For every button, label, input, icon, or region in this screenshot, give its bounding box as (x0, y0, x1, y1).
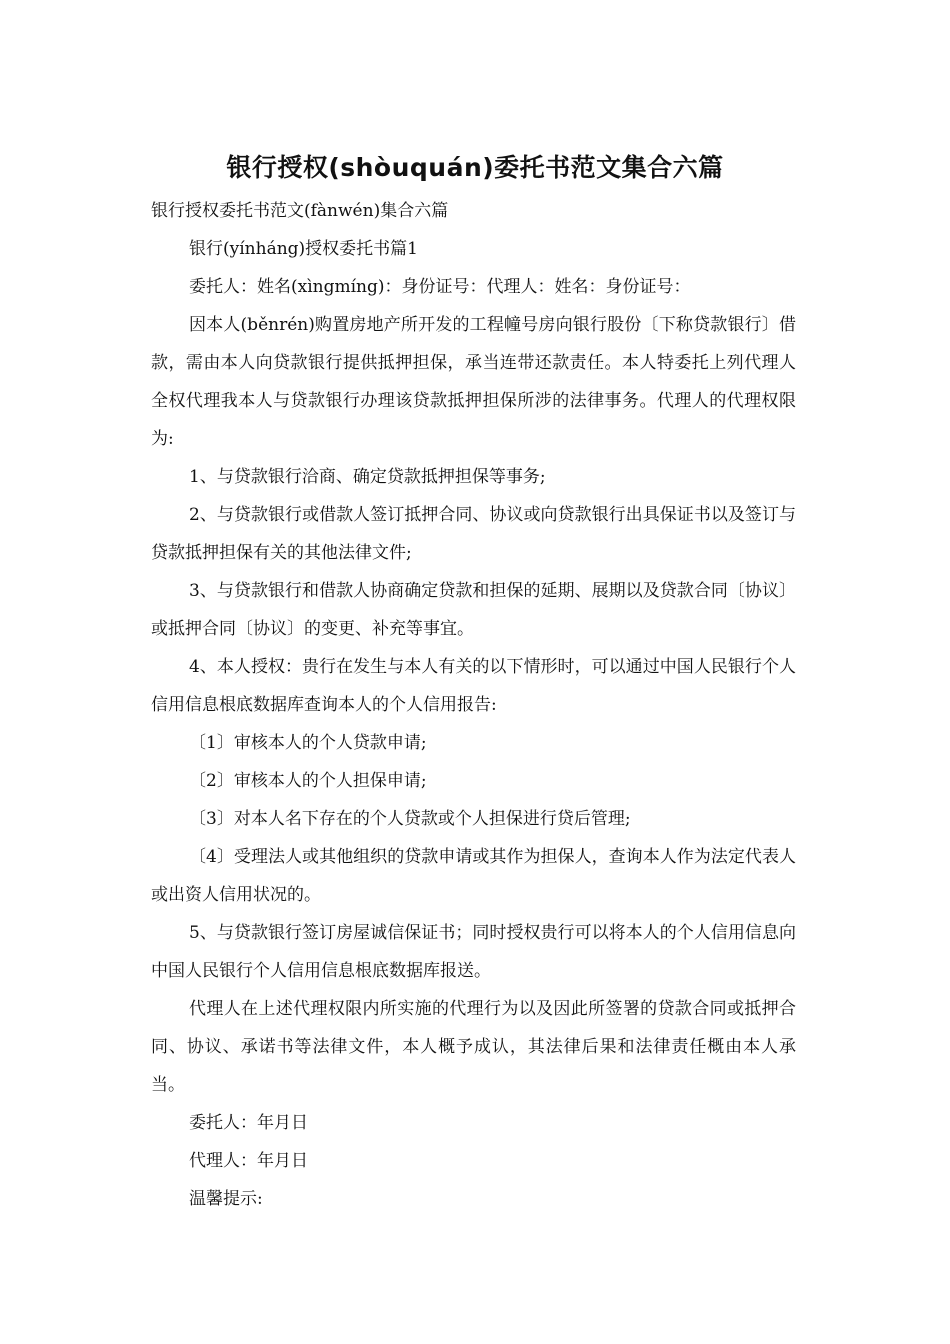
document-title: 银行授权(shòuquán)委托书范文集合六篇 (226, 153, 724, 182)
list-item: 5、与贷款银行签订房屋诚信保证书；同时授权贵行可以将本人的个人信用信息向中国人民银行个人信用信息根底数据库报送。 (151, 923, 796, 981)
sub-list-item: 〔4〕受理法人或其他组织的贷款申请或其作为担保人，查询本人作为法定代表人或出资人信用状况的。 (151, 847, 796, 905)
document-body (151, 192, 796, 1218)
note-heading: 温馨提示: (189, 1189, 263, 1209)
signature-line: 委托人：年月日 (189, 1113, 308, 1133)
principal-agent-line: 委托人：姓名(xìngmíng)：身份证号：代理人：姓名：身份证号： (189, 277, 691, 297)
body-paragraph: 因本人(běnrén)购置房地产所开发的工程幢号房向银行股份〔下称贷款银行〕借款，需由本人向贷款银行提供抵押担保，承当连带还款责任。本人特委托上列代理人全权代理我本人与贷款银行办理该贷款抵押担保所涉的法律事务。代理人的代理权限为: (151, 315, 796, 449)
list-item: 2、与贷款银行或借款人签订抵押合同、协议或向贷款银行出具保证书以及签订与贷款抵押担保有关的其他法律文件; (151, 505, 796, 563)
sub-list-item: 〔1〕审核本人的个人贷款申请; (189, 733, 427, 753)
list-item: 1、与贷款银行洽商、确定贷款抵押担保等事务; (189, 467, 546, 487)
section-heading: 银行(yínháng)授权委托书篇1 (189, 239, 418, 259)
list-item: 3、与贷款银行和借款人协商确定贷款和担保的延期、展期以及贷款合同〔协议〕或抵押合同〔协议〕的变更、补充等事宜。 (151, 581, 796, 639)
sub-list-item: 〔2〕审核本人的个人担保申请; (189, 771, 427, 791)
signature-line: 代理人：年月日 (189, 1151, 308, 1171)
body-paragraph: 代理人在上述代理权限内所实施的代理行为以及因此所签署的贷款合同或抵押合同、协议、承诺书等法律文件，本人概予成认，其法律后果和法律责任概由本人承当。 (151, 999, 796, 1095)
sub-list-item: 〔3〕对本人名下存在的个人贷款或个人担保进行贷后管理; (189, 809, 631, 829)
list-item: 4、本人授权：贵行在发生与本人有关的以下情形时，可以通过中国人民银行个人信用信息根底数据库查询本人的个人信用报告: (151, 657, 796, 715)
subtitle-paragraph: 银行授权委托书范文(fànwén)集合六篇 (151, 201, 449, 221)
